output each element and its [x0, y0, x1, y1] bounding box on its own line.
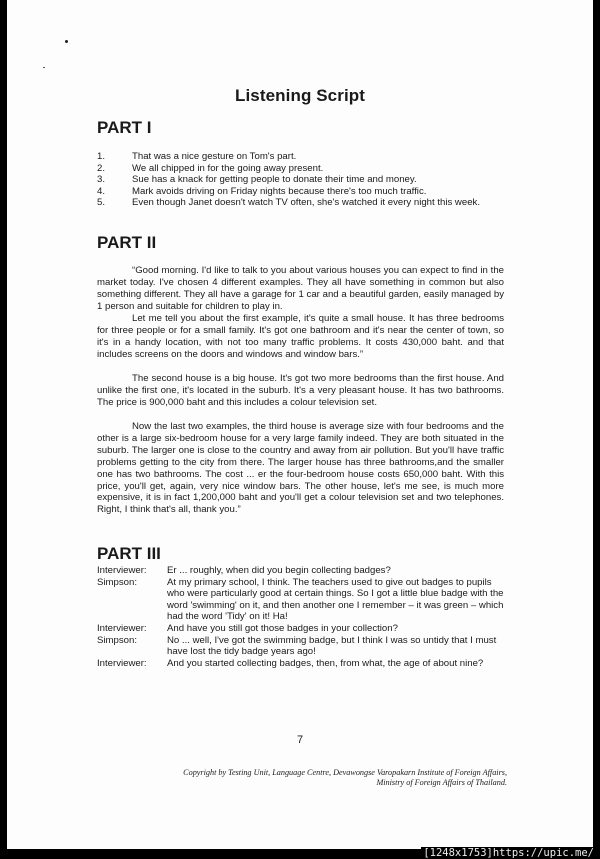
document-title: Listening Script [234, 86, 366, 105]
speaker-line: At my primary school, I think. The teachers used to give out badges to pupils who were particularly good at certain things. So I got a little blue badge with the word 'swimming' on it, and then another one I remember – it was green – which had the word 'Tidy' on it! Ha! [167, 576, 504, 623]
part1-heading: PART I [97, 118, 152, 137]
speaker-label: Simpson: [97, 576, 137, 588]
speaker-label: Interviewer: [97, 565, 147, 576]
speaker-label: Interviewer: [97, 657, 147, 669]
item-text: Sue has a knack for getting people to donate their time and money. [132, 174, 417, 186]
part2-heading: PART II [97, 233, 157, 252]
item-number: 1. [97, 151, 106, 162]
speaker-line: And you started collecting badges, then, from what, the age of about nine? [167, 657, 484, 669]
copyright-line: Copyright by Testing Unit, Language Centre, Devawongse Varopakarn Institute of Foreign Affairs, [183, 768, 507, 777]
scan-speck [43, 67, 45, 68]
list-item [97, 151, 497, 163]
item-number: 5. [97, 197, 106, 209]
list-item [97, 197, 497, 209]
item-number: 2. [97, 162, 106, 174]
speaker-line: And have you still got those badges in your collection? [167, 622, 398, 634]
part2-paragraph: Let me tell you about the first example, it's quite a small house. It has three bedrooms for three people or for a small family. It's got one bathroom and it's near the center of town, so it's in a handy location, with not too many traffic problems. It costs 430,000 baht. and that includes screens on the doors and windows and window bars.” [97, 313, 504, 360]
document-page [7, 0, 593, 849]
item-number: 3. [97, 174, 106, 186]
dialogue-turn [97, 635, 507, 658]
scan-speck [65, 40, 68, 43]
item-text: Mark avoids driving on Friday nights because there's too much traffic. [132, 185, 427, 197]
speaker-line: No ... well, I've got the swimming badge, but I think I was so untidy that I must have lost the tidy badge years ago! [167, 634, 497, 658]
list-item [97, 163, 497, 175]
item-text: That was a nice gesture on Tom's part. [132, 151, 297, 162]
dialogue-turn [97, 623, 507, 635]
speaker-line: Er ... roughly, when did you begin collecting badges? [167, 565, 391, 576]
speaker-label: Interviewer: [97, 622, 147, 634]
copyright-notice [97, 768, 507, 788]
list-item [97, 174, 497, 186]
image-host-watermark: [1248x1753]https://upic.me/ [423, 847, 594, 859]
item-number: 4. [97, 185, 106, 197]
item-text: Even though Janet doesn't watch TV often, she's watched it every night this week. [132, 197, 480, 209]
dialogue-turn [97, 658, 507, 670]
part2-paragraph: The second house is a big house. It's got two more bedrooms than the first house. And unlike the first one, it's located in the suburb. It's a very pleasant house. It has two bathrooms. The price is 900,000 baht and this includes a colour television set. [97, 373, 504, 408]
part2-paragraph: “Good morning. I'd like to talk to you about various houses you can expect to find in the market today. I've chosen 4 different examples. They all have something in common but also something different. They all have a garage for 1 car and a beautiful garden, easily managed by 1 person and suitable for children to play in. [97, 265, 504, 312]
dialogue-turn [97, 577, 507, 623]
item-text: We all chipped in for the going away present. [132, 162, 324, 174]
dialogue-turn [97, 565, 507, 577]
speaker-label: Simpson: [97, 634, 137, 646]
part1-list [97, 151, 497, 209]
page-number: 7 [296, 734, 304, 746]
part3-dialogue [97, 565, 507, 669]
list-item [97, 186, 497, 198]
part2-paragraph: Now the last two examples, the third house is average size with four bedrooms and the other is a large six-bedroom house for a very large family indeed. They are both situated in the suburb. The larger one is close to the country and away from air pollution. But you'll have traffic problems getting to the city from there. The larger house has three bathrooms,and the smaller one has two bathrooms. The cost ... er the four-bedroom house costs 650,000 baht. With this price, you'll get, again, very nice window bars. The other house, let's me see, is much more expensive, it is in fact 1,200,000 baht and you'll get a colour television set and two telephones. Right, I think that's all, thank you.” [97, 421, 504, 516]
copyright-line: Ministry of Foreign Affairs of Thailand. [376, 778, 507, 787]
part3-heading: PART III [97, 544, 161, 563]
